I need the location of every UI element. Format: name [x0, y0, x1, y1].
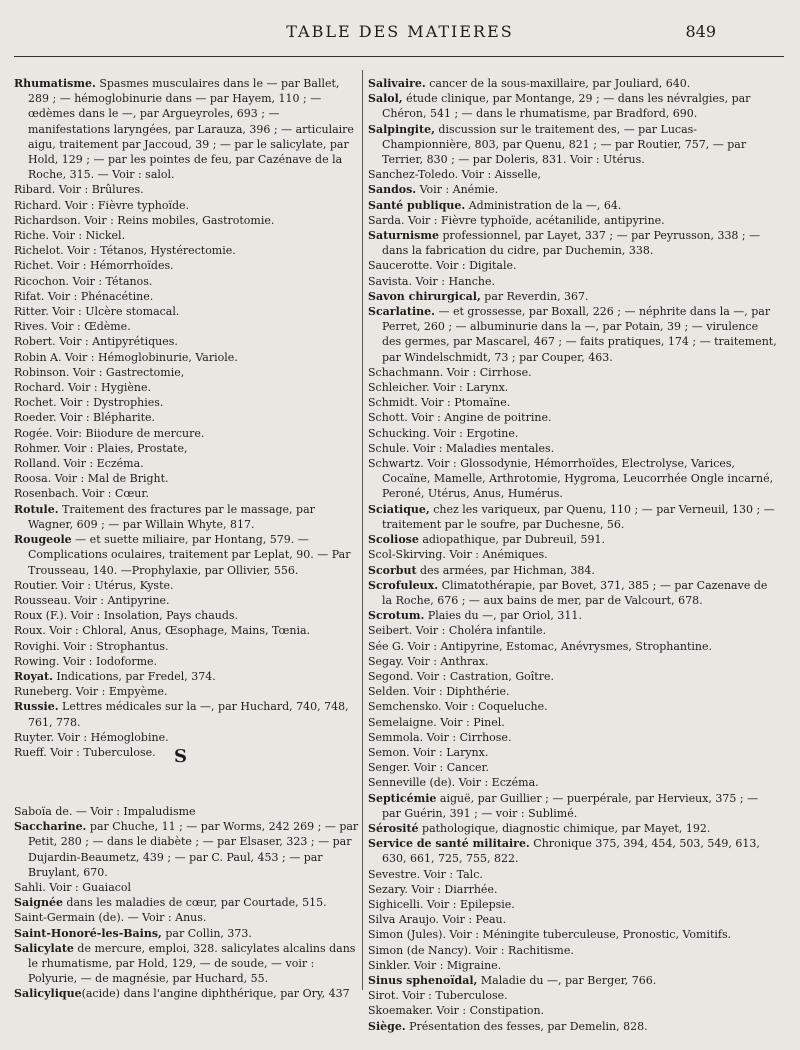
entry-text: Rolland. Voir : Eczéma. [14, 457, 144, 471]
index-entry [14, 380, 360, 395]
index-entry [368, 745, 778, 760]
entry-text: Sanchez-Toledo. Voir : Aisselle, [368, 168, 541, 182]
index-entry [368, 943, 778, 958]
entry-heading: Siège. [368, 1019, 406, 1033]
entry-heading: Service de santé militaire. [368, 837, 530, 851]
entry-text: Ruyter. Voir : Hémoglobine. [14, 730, 169, 744]
entry-text: Schmidt. Voir : Ptomaïne. [368, 396, 511, 410]
entry-text: Sezary. Voir : Diarrhée. [368, 882, 498, 896]
entry-heading: Sinus sphenoïdal, [368, 973, 478, 987]
index-entry [14, 880, 360, 895]
index-entry [14, 76, 360, 182]
index-entry [14, 819, 360, 880]
entry-heading: Scarlatine. [368, 305, 435, 319]
entry-text: Simon (de Nancy). Voir : Rachitisme. [368, 943, 574, 957]
entry-text: Semon. Voir : Larynx. [368, 745, 489, 759]
entry-text: Sahli. Voir : Guaiacol [14, 881, 132, 895]
index-entry [368, 395, 778, 410]
entry-text: Maladie du —, par Berger, 766. [477, 973, 657, 987]
entry-text: Scol-Skirving. Voir : Anémiques. [368, 548, 548, 562]
page-title: TABLE DES MATIERES [286, 22, 514, 41]
index-entry [368, 289, 778, 304]
index-entry [368, 897, 778, 912]
entry-text: Ritter. Voir : Ulcère stomacal. [14, 305, 180, 319]
entry-text: Roux (F.). Voir : Insolation, Pays chauds. [14, 609, 239, 623]
index-entry [14, 941, 360, 987]
entry-text: Saboïa de. — Voir : Impaludisme [14, 805, 196, 818]
index-entry [368, 532, 778, 547]
entry-heading: Royat. [14, 669, 53, 683]
entry-text: Saint-Germain (de). — Voir : Anus. [14, 911, 207, 925]
entry-text: Selden. Voir : Diphthérie. [368, 685, 510, 699]
entry-text: Ribard. Voir : Brûlures. [14, 183, 144, 197]
index-entry [368, 1019, 778, 1034]
entry-text: Rosenbach. Voir : Cœur. [14, 487, 149, 501]
entry-heading: Savon chirurgical, [368, 289, 481, 303]
index-entry [14, 258, 360, 273]
index-entry [368, 821, 778, 836]
index-entry [368, 958, 778, 973]
index-entry [14, 395, 360, 410]
entry-heading: Sandos. [368, 183, 417, 197]
entry-text: étude clinique, par Montange, 29 ; — dans les névralgies, par Chéron, 541 ; — dans le rhumatisme, par Bradford, 690. [382, 92, 751, 121]
left-column [14, 76, 360, 760]
index-entry [368, 791, 778, 821]
index-entry [368, 213, 778, 228]
entry-text: Silva Araujo. Voir : Peau. [368, 913, 507, 927]
right-column [368, 76, 778, 1034]
entry-text: Rovighi. Voir : Strophantus. [14, 639, 169, 653]
index-entry [14, 910, 360, 925]
entry-text: pathologique, diagnostic chimique, par Mayet, 192. [418, 821, 711, 835]
entry-text: Rohmer. Voir : Plaies, Prostate, [14, 441, 188, 455]
left-s-column [14, 804, 360, 1002]
index-entry [368, 426, 778, 441]
index-entry [14, 365, 360, 380]
index-entry [14, 730, 360, 745]
entry-text: par Collin, 373. [161, 926, 252, 940]
entry-text: Rifat. Voir : Phénacétine. [14, 289, 154, 303]
entry-text: Sighicelli. Voir : Epilepsie. [368, 897, 515, 911]
index-entry [368, 258, 778, 273]
entry-heading: Sérosité [368, 821, 419, 835]
index-entry [368, 912, 778, 927]
index-entry [368, 122, 778, 168]
entry-text: Administration de la —, 64. [465, 198, 622, 212]
entry-text: Présentation des fesses, par Demelin, 828. [405, 1019, 648, 1033]
entry-text: Indications, par Fredel, 374. [52, 669, 216, 683]
index-entry [14, 699, 360, 729]
entry-text: Rueff. Voir : Tuberculose. [14, 745, 156, 759]
entry-text: Savista. Voir : Hanche. [368, 274, 495, 288]
entry-text: Schule. Voir : Maladies mentales. [368, 441, 555, 455]
index-entry [14, 426, 360, 441]
index-entry [368, 456, 778, 502]
entry-text: Rochet. Voir : Dystrophies. [14, 396, 164, 410]
entry-text: dans les maladies de cœur, par Courtade, 515. [62, 896, 327, 910]
index-entry [14, 578, 360, 593]
index-entry [368, 654, 778, 669]
entry-text: Sevestre. Voir : Talc. [368, 867, 483, 881]
index-entry [14, 486, 360, 501]
entry-text: Lettres médicales sur la —, par Huchard, 740, 748, 761, 778. [28, 700, 349, 729]
index-entry [14, 441, 360, 456]
entry-text: Voir : Anémie. [416, 183, 499, 197]
index-entry [368, 1003, 778, 1018]
entry-text: par Chuche, 11 ; — par Worms, 242 269 ; — par Petit, 280 ; — dans le diabète ; — par Elsaser, 323 ; — par Dujardin-Beaumetz, 439 ; — par C. Paul, 453 ; — par Bruylant, 670. [28, 820, 359, 879]
index-entry [368, 578, 778, 608]
index-entry [368, 715, 778, 730]
entry-text: adiopathique, par Dubreuil, 591. [418, 533, 606, 547]
entry-text: Richardson. Voir : Reins mobiles, Gastrotomie. [14, 213, 275, 227]
index-entry [14, 608, 360, 623]
entry-text: Schucking. Voir : Ergotine. [368, 426, 519, 440]
entry-text: Robin A. Voir : Hémoglobinurie, Variole. [14, 350, 238, 364]
index-entry [14, 243, 360, 258]
entry-text: Senneville (de). Voir : Eczéma. [368, 776, 539, 790]
index-entry [368, 973, 778, 988]
entry-heading: Rotule. [14, 502, 59, 516]
entry-text: Roosa. Voir : Mal de Bright. [14, 472, 169, 486]
entry-text: Rowing. Voir : Iodoforme. [14, 654, 158, 668]
index-entry [14, 639, 360, 654]
index-entry [368, 639, 778, 654]
index-entry [14, 289, 360, 304]
index-entry [14, 623, 360, 638]
entry-text: Roux. Voir : Chloral, Anus, Œsophage, Mains, Tœnia. [14, 624, 311, 638]
entry-text: (acide) dans l'angine diphthérique, par Ory, 437 [81, 987, 350, 1001]
index-entry [14, 532, 360, 578]
entry-text: Skoemaker. Voir : Constipation. [368, 1004, 545, 1018]
index-entry [368, 608, 778, 623]
entry-heading: Saignée [14, 896, 63, 910]
entry-heading: Salicylate [14, 941, 74, 955]
index-entry [368, 304, 778, 365]
index-entry [368, 836, 778, 866]
entry-text: Riche. Voir : Nickel. [14, 229, 126, 243]
index-entry [368, 775, 778, 790]
page-number: 849 [685, 22, 716, 41]
entry-text: Segond. Voir : Castration, Goître. [368, 669, 554, 683]
entry-text: Roeder. Voir : Blépharite. [14, 411, 156, 425]
entry-text: Simon (Jules). Voir : Méningite tuberculeuse, Pronostic, Vomitifs. [368, 928, 732, 942]
index-entry [14, 654, 360, 669]
header-rule [14, 56, 784, 57]
index-entry [14, 274, 360, 289]
entry-text: Sée G. Voir : Antipyrine, Estomac, Anévrysmes, Strophantine. [368, 639, 713, 653]
entry-text: Rogée. Voir: Biiodure de mercure. [14, 426, 205, 440]
index-entry [368, 228, 778, 258]
index-entry [368, 623, 778, 638]
entry-text: Ricochon. Voir : Tétanos. [14, 274, 153, 288]
index-entry [368, 182, 778, 197]
entry-text: de mercure, emploi, 328. salicylates alcalins dans le rhumatisme, par Hold, 129, — de soude, — voir : Polyurie, — de magnésie, par Huchard, 55. [28, 941, 356, 986]
index-entry [368, 563, 778, 578]
index-entry [368, 274, 778, 289]
index-entry [14, 456, 360, 471]
index-entry [14, 669, 360, 684]
entry-text: Semelaigne. Voir : Pinel. [368, 715, 505, 729]
index-entry [368, 699, 778, 714]
entry-text: Spasmes musculaires dans le — par Ballet, 289 ; — hémoglobinurie dans — par Hayem, 110 ; — œdèmes dans le —, par Argueyroles, 693 ; — manifestations laryngées, par Larauza, 396 ; — articulaire aigu, traitement par Jaccoud, 39 ; — par le salicylate, par Hold, 129 ; — par les pointes de feu, par Cazénave de la Roche, 315. — Voir : salol. [28, 77, 354, 182]
section-letter: S [174, 746, 187, 767]
index-entry [368, 882, 778, 897]
index-entry [14, 804, 360, 819]
index-entry [14, 593, 360, 608]
index-entry [368, 867, 778, 882]
index-entry [368, 547, 778, 562]
index-entry [14, 228, 360, 243]
entry-text: Robinson. Voir : Gastrectomie, [14, 365, 185, 379]
entry-text: cancer de la sous-maxillaire, par Jouliard, 640. [425, 77, 691, 90]
index-entry [14, 926, 360, 941]
entry-text: Segay. Voir : Anthrax. [368, 654, 489, 668]
index-entry [368, 669, 778, 684]
entry-heading: Septicémie [368, 791, 437, 805]
entry-text: — et grossesse, par Boxall, 226 ; — néphrite dans la —, par Perret, 260 ; — albuminurie dans la —, par Potain, 39 ; — virulence des germes, par Mascarel, 467 ; — faits pratiques, 174 ; — traitement, par Windelschmidt, 73 ; par Couper, 463. [382, 305, 777, 364]
index-entry [14, 471, 360, 486]
entry-text: Saucerotte. Voir : Digitale. [368, 259, 517, 273]
index-entry [368, 76, 778, 91]
entry-heading: Scrofuleux. [368, 578, 439, 592]
index-entry [368, 441, 778, 456]
index-entry [368, 365, 778, 380]
entry-text: Seibert. Voir : Choléra infantile. [368, 624, 547, 638]
entry-text: Plaies du —, par Oriol, 311. [424, 609, 582, 623]
index-entry [368, 927, 778, 942]
entry-text: des armées, par Hichman, 384. [416, 563, 595, 577]
column-divider [362, 70, 363, 990]
entry-text: Traitement des fractures par le massage, par Wagner, 609 ; — par Willain Whyte, 817. [28, 502, 315, 531]
entry-heading: Sciatique, [368, 502, 430, 516]
entry-heading: Scoliose [368, 533, 419, 547]
entry-text: Chronique 375, 394, 454, 503, 549, 613, 630, 661, 725, 755, 822. [382, 837, 760, 866]
entry-text: — et suette miliaire, par Hontang, 579. — Complications oculaires, traitement par Leplat, 90. — Par Trousseau, 140. —Prophylaxie, par Ollivier, 556. [28, 533, 351, 577]
index-entry [14, 182, 360, 197]
entry-heading: Scorbut [368, 563, 417, 577]
index-entry [14, 684, 360, 699]
entry-text: Robert. Voir : Antipyrétiques. [14, 335, 178, 349]
index-entry [14, 895, 360, 910]
index-entry [14, 350, 360, 365]
entry-text: Richelot. Voir : Tétanos, Hystérectomie. [14, 244, 236, 258]
entry-text: Sirot. Voir : Tuberculose. [368, 989, 508, 1003]
index-entry [368, 988, 778, 1003]
entry-heading: Saccharine. [14, 820, 87, 834]
entry-text: Schleicher. Voir : Larynx. [368, 381, 509, 395]
index-entry [368, 684, 778, 699]
entry-heading: Salol, [368, 92, 403, 106]
entry-text: chez les variqueux, par Quenu, 110 ; — par Verneuil, 130 ; — traitement par le soufre, par Duchesne, 56. [382, 502, 775, 531]
entry-text: discussion sur le traitement des, — par Lucas-Championnière, 803, par Quenu, 821 ; — par Routier, 757, — par Terrier, 830 ; — par Doleris, 831. Voir : Utérus. [382, 122, 747, 167]
entry-heading: Rhumatisme. [14, 77, 96, 90]
entry-heading: Salicylique [14, 987, 82, 1001]
entry-text: Semchensko. Voir : Coqueluche. [368, 700, 548, 714]
entry-text: Richard. Voir : Fièvre typhoïde. [14, 198, 190, 212]
index-entry [368, 730, 778, 745]
index-entry [14, 745, 360, 760]
entry-text: Routier. Voir : Utérus, Kyste. [14, 578, 174, 592]
index-entry [368, 91, 778, 121]
index-entry [14, 986, 360, 1001]
index-entry [14, 319, 360, 334]
entry-text: aiguë, par Guillier ; — puerpérale, par Hervieux, 375 ; — par Guérin, 391 ; — voir : Sublimé. [382, 791, 759, 820]
entry-text: Rives. Voir : Œdème. [14, 320, 131, 334]
entry-text: Rousseau. Voir : Antipyrine. [14, 593, 170, 607]
index-entry [14, 304, 360, 319]
index-entry [368, 760, 778, 775]
entry-heading: Saturnisme [368, 229, 439, 243]
entry-text: Senger. Voir : Cancer. [368, 761, 490, 775]
index-entry [14, 213, 360, 228]
entry-heading: Rougeole [14, 533, 72, 547]
index-entry [368, 380, 778, 395]
entry-text: Runeberg. Voir : Empyème. [14, 685, 168, 699]
entry-heading: Scrotum. [368, 609, 425, 623]
entry-text: Semmola. Voir : Cirrhose. [368, 730, 512, 744]
index-entry [368, 410, 778, 425]
entry-text: Climatothérapie, par Bovet, 371, 385 ; — par Cazenave de la Roche, 676 ; — aux bains de mer, par de Valcourt, 678. [382, 578, 768, 607]
index-entry [14, 198, 360, 213]
index-entry [14, 334, 360, 349]
entry-text: Sinkler. Voir : Migraine. [368, 958, 502, 972]
entry-heading: Salpingite, [368, 122, 435, 136]
entry-heading: Santé publique. [368, 198, 466, 212]
index-entry [368, 198, 778, 213]
index-entry [14, 502, 360, 532]
page-header [0, 0, 800, 52]
index-entry [14, 410, 360, 425]
entry-heading: Salivaire. [368, 77, 426, 90]
index-entry [368, 167, 778, 182]
entry-heading: Saint-Honoré-les-Bains, [14, 926, 162, 940]
entry-text: Sarda. Voir : Fièvre typhoïde, acétanilide, antipyrine. [368, 213, 665, 227]
entry-heading: Russie. [14, 700, 59, 714]
entry-text: Schwartz. Voir : Glossodynie, Hémorrhoïdes, Electrolyse, Varices, Cocaïne, Mamelle, Arthrotomie, Hygroma, Leucorrhée Ongle incarné, Peroné, Utérus, Anus, Humérus. [368, 457, 774, 501]
entry-text: professionnel, par Layet, 337 ; — par Peyrusson, 338 ; — dans la fabrication du cidre, par Duchemin, 338. [382, 229, 761, 258]
entry-text: Richet. Voir : Hémorrhoïdes. [14, 259, 174, 273]
index-entry [368, 502, 778, 532]
entry-text: Schachmann. Voir : Cirrhose. [368, 365, 532, 379]
entry-text: Schott. Voir : Angine de poitrine. [368, 411, 552, 425]
entry-text: par Reverdin, 367. [480, 289, 589, 303]
entry-text: Rochard. Voir : Hygiène. [14, 381, 152, 395]
